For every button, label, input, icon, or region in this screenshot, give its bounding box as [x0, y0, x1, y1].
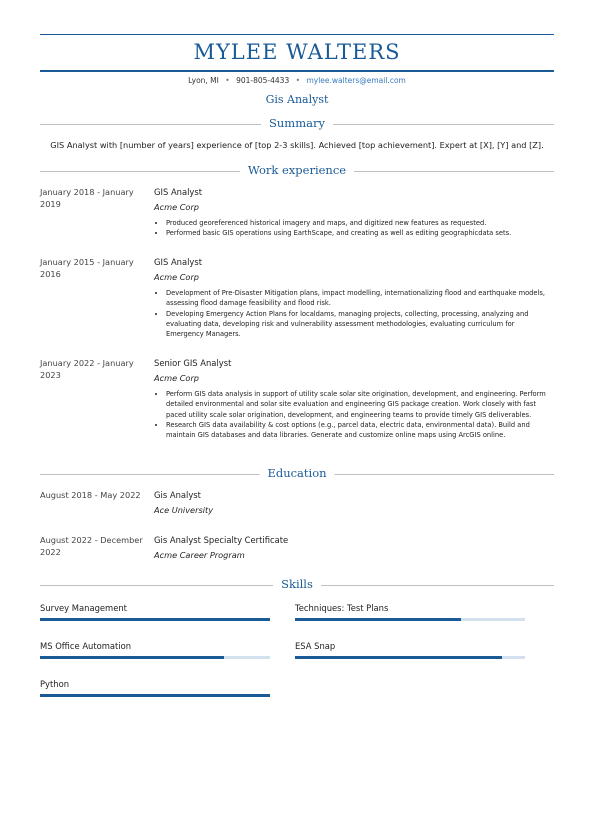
skill-level-bar	[40, 694, 270, 697]
name-underline	[40, 70, 554, 72]
work-body	[154, 256, 554, 339]
work-company: Acme Corp	[154, 272, 200, 282]
education-body	[154, 534, 554, 561]
education-date: August 2018 - May 2022	[40, 490, 141, 500]
skills-heading: Skills	[273, 577, 321, 591]
work-date: January 2015 - January 2016	[40, 257, 134, 279]
contact-email-link[interactable]: mylee.walters@email.com	[306, 76, 406, 85]
work-bullets	[154, 288, 554, 339]
skill-item	[40, 679, 270, 693]
education-section-header	[40, 466, 554, 482]
work-bullet: • Performed basic GIS operations using EarthScape, and creating as well as editing geographicdata sets.	[166, 228, 554, 238]
work-heading: Work experience	[240, 163, 354, 177]
work-section-header	[40, 163, 554, 179]
work-bullet: • Developing Emergency Action Plans for localdams, managing projects, collecting, processing, analyzing and evaluating data, developing risk and vulnerability assessment methodologies, evaluating curriculum for Emergency Managers.	[166, 309, 554, 340]
work-bullet: • Produced georeferenced historical imagery and maps, and digitized new features as requested.	[166, 218, 554, 228]
skill-level-fill	[40, 618, 270, 621]
skill-level-fill	[295, 656, 502, 659]
work-date: January 2018 - January 2019	[40, 187, 134, 209]
summary-heading: Summary	[261, 116, 333, 130]
education-school: Ace University	[154, 505, 214, 515]
work-bullets	[154, 218, 554, 239]
skill-level-bar	[295, 618, 525, 621]
work-company: Acme Corp	[154, 373, 200, 383]
skill-label: Survey Management	[40, 603, 127, 613]
work-bullet: • Development of Pre-Disaster Mitigation plans, impact modelling, internationalizing flood and earthquake models, assessing flood damage feasibility and flood risk.	[166, 288, 554, 309]
education-heading: Education	[259, 466, 334, 480]
skills-section-header	[40, 577, 554, 593]
skill-label: ESA Snap	[295, 641, 336, 651]
work-bullet: • Research GIS data availability & cost options (e.g., parcel data, electric data, environmental data). Build and maintain GIS databases and data libraries. Generate and customize online maps using ArcGIS online.	[166, 420, 554, 441]
education-degree: Gis Analyst	[154, 490, 201, 500]
work-body	[154, 186, 554, 239]
skill-item	[40, 641, 270, 655]
contact-line	[0, 76, 594, 85]
education-degree: Gis Analyst Specialty Certificate	[154, 535, 289, 545]
contact-location: Lyon, MI	[188, 76, 219, 85]
top-rule	[40, 34, 554, 35]
work-role: Senior GIS Analyst	[154, 358, 232, 368]
separator-dot: •	[295, 76, 301, 85]
job-title: Gis Analyst	[265, 93, 329, 106]
skill-level-bar	[40, 656, 270, 659]
skill-level-fill	[295, 618, 461, 621]
skill-item	[40, 603, 270, 617]
summary-text: GIS Analyst with [number of years] experience of [top 2-3 skills]. Achieved [top achievement]. Expert at [X], [Y] and [Z].	[50, 140, 544, 150]
skill-label: Python	[40, 679, 70, 689]
skill-level-fill	[40, 656, 224, 659]
work-bullet: • Perform GIS data analysis in support of utility scale solar site origination, development, and engineering. Perform detailed environmental and solar site evaluation and engineering GIS package creation. Work closely with fast paced utility scale solar origination, development, and engineering teams to provide timely GIS deliverables.	[166, 389, 554, 420]
skill-level-bar	[40, 618, 270, 621]
education-school: Acme Career Program	[154, 550, 245, 560]
contact-phone: 901-805-4433	[236, 76, 290, 85]
work-role: GIS Analyst	[154, 187, 203, 197]
education-date: August 2022 - December 2022	[40, 535, 143, 557]
summary-section-header	[40, 116, 554, 132]
skill-item	[295, 603, 525, 617]
skill-label: MS Office Automation	[40, 641, 132, 651]
education-body	[154, 489, 554, 516]
candidate-name: MYLEE WALTERS	[193, 40, 401, 64]
skill-level-bar	[295, 656, 525, 659]
separator-dot: •	[225, 76, 230, 85]
work-bullets	[154, 389, 554, 440]
skill-item	[295, 641, 525, 655]
work-date: January 2022 - January 2023	[40, 358, 134, 380]
skill-level-fill	[40, 694, 270, 697]
work-body	[154, 357, 554, 440]
work-role: GIS Analyst	[154, 257, 203, 267]
work-company: Acme Corp	[154, 202, 200, 212]
skill-label: Techniques: Test Plans	[295, 603, 389, 613]
